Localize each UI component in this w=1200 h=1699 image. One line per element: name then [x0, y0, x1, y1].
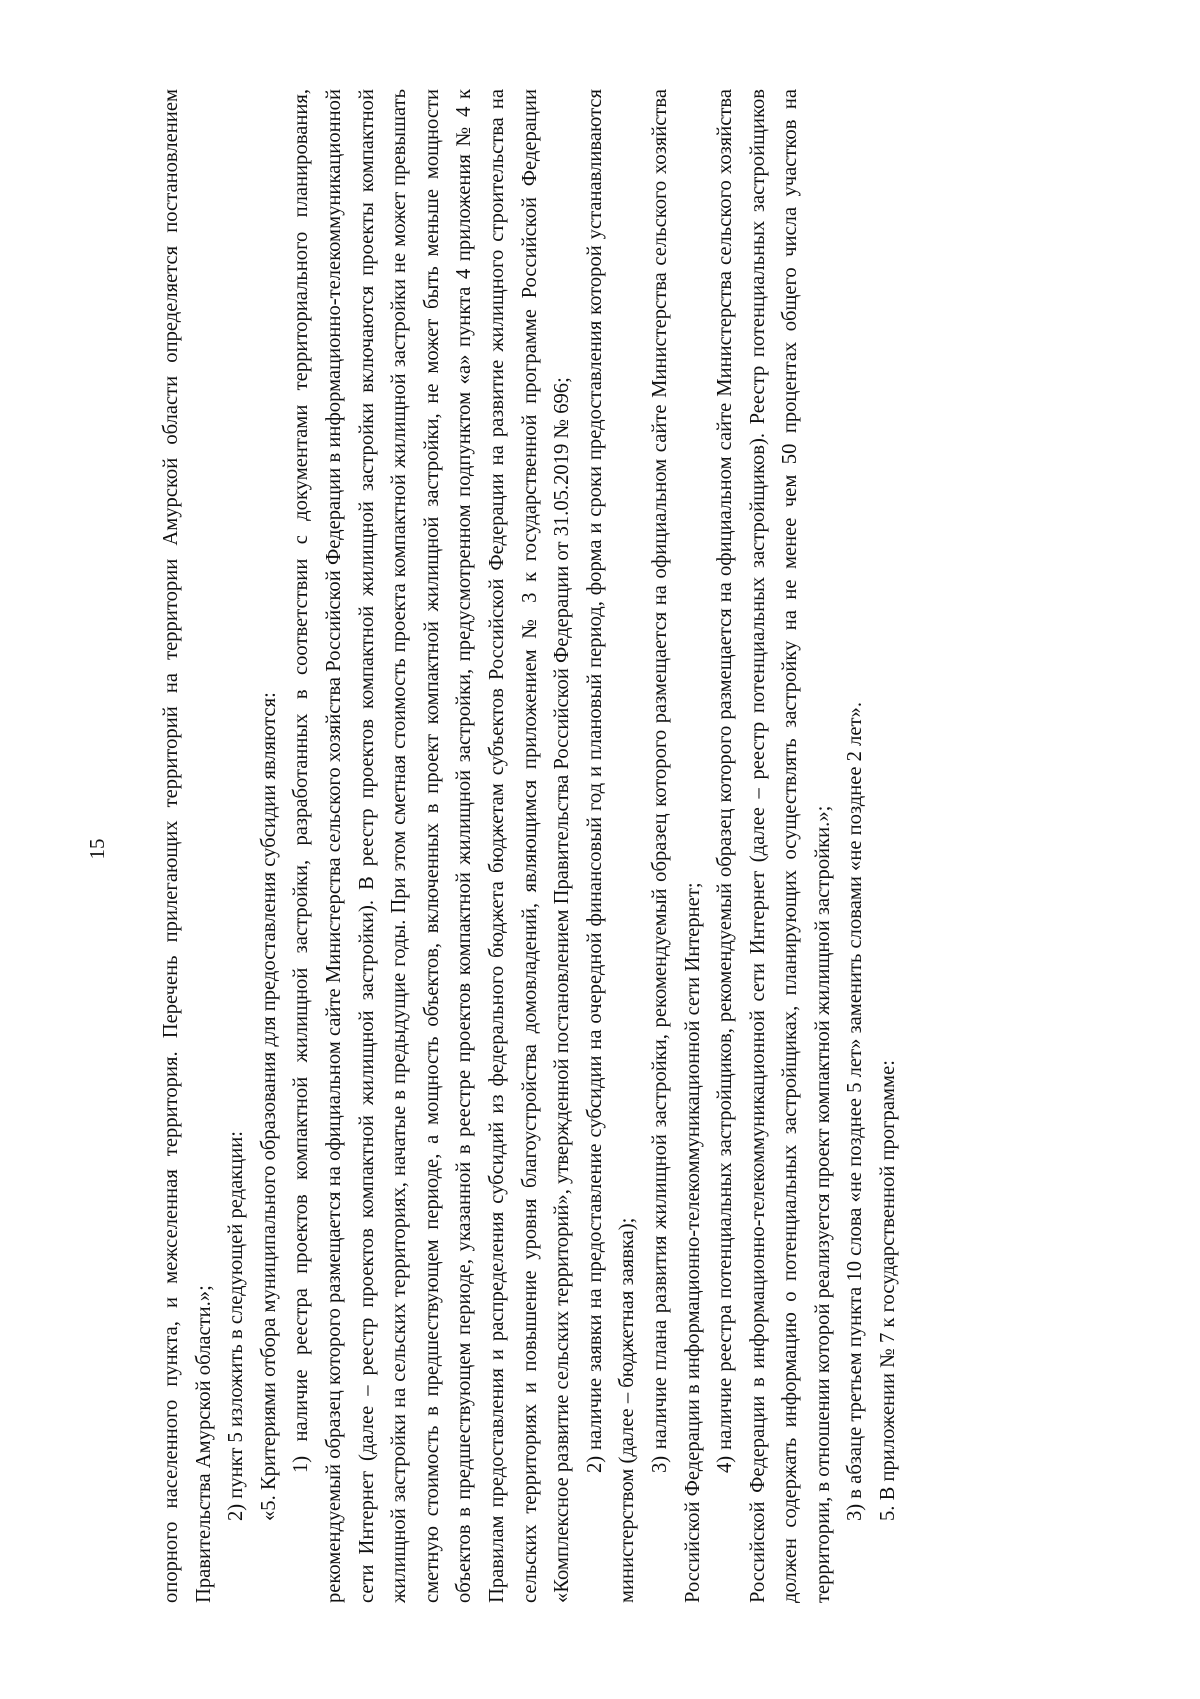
page-number: 15 — [85, 838, 109, 860]
paragraph-item-3: 3) в абзаце третьем пункта 10 слова «не позднее 5 лет» заменить словами «не позднее 2 лет». — [844, 702, 867, 1521]
document-body — [155, 89, 905, 1603]
rotated-document-page — [85, 59, 1115, 1639]
paragraph-criteria-heading: «5. Критериями отбора муниципального образования для предоставления субсидии являются: — [257, 692, 280, 1521]
paragraph-criterion-3: 3) наличие плана развития жилищной застройки, рекомендуемый образец которого размещается на официальном сайте Министерства сельского хозяйства Российской Федерации в информационно-телекоммуникационной сети Интернет; — [648, 89, 704, 1603]
paragraph-criterion-1: 1) наличие реестра проектов компактной жилищной застройки, разработанных в соответствии с документами территориального планирования, рекомендуемый образец которого размещается на официальном сайте Министерства сельского хозяйства Российской Федерации в информационно-телекоммуникационной сети Интернет (далее – реестр проектов компактной жилищной застройки). В реестр проектов компактной жилищной застройки включаются проекты компактной жилищной застройки на сельских территориях, начатые в предыдущие годы. При этом сметная стоимость проекта компактной жилищной застройки не может превышать сметную стоимость в предшествующем периоде, а мощность объектов, включенных в проект компактной жилищной застройки, не может быть меньше мощности объектов в предшествующем периоде, указанной в реестре проектов компактной жилищной застройки, предусмотренном подпунктом «а» пункта 4 приложения № 4 к Правилам предоставления и распределения субсидий из федерального бюджета бюджетам субъектов Российской Федерации на развитие жилищного строительства на сельских территориях и повышение уровня благоустройства домовладений, являющимся приложением № 3 к государственной программе Российской Федерации «Комплексное развитие сельских территорий», утвержденной постановлением Правительства Российской Федерации от 31.05.2019 № 696; — [290, 89, 574, 1603]
paragraph-criterion-2: 2) наличие заявки на предоставление субсидии на очередной финансовый год и плановый период, форма и сроки предоставления которой устанавливаются министерством (далее – бюджетная заявка); — [583, 89, 639, 1603]
paragraph-continuation: опорного населенного пункта, и межселенная территория. Перечень прилегающих территорий на территории Амурской области определяется постановлением Правительства Амурской области.»; — [160, 89, 215, 1603]
paragraph-item-5: 5. В приложении № 7 к государственной программе: — [877, 1060, 900, 1521]
paragraph-item-2: 2) пункт 5 изложить в следующей редакции: — [225, 1130, 248, 1521]
paragraph-criterion-4: 4) наличие реестра потенциальных застройщиков, рекомендуемый образец которого размещается на официальном сайте Министерства сельского хозяйства Российской Федерации в информационно-телекоммуникационной сети Интернет (далее – реестр потенциальных застройщиков). Реестр потенциальных застройщиков должен содержать информацию о потенциальных застройщиках, планирующих осуществлять застройку на не менее чем 50 процентах общего числа участков на территории, в отношении которой реализуется проект компактной жилищной застройки.»; — [714, 89, 834, 1603]
